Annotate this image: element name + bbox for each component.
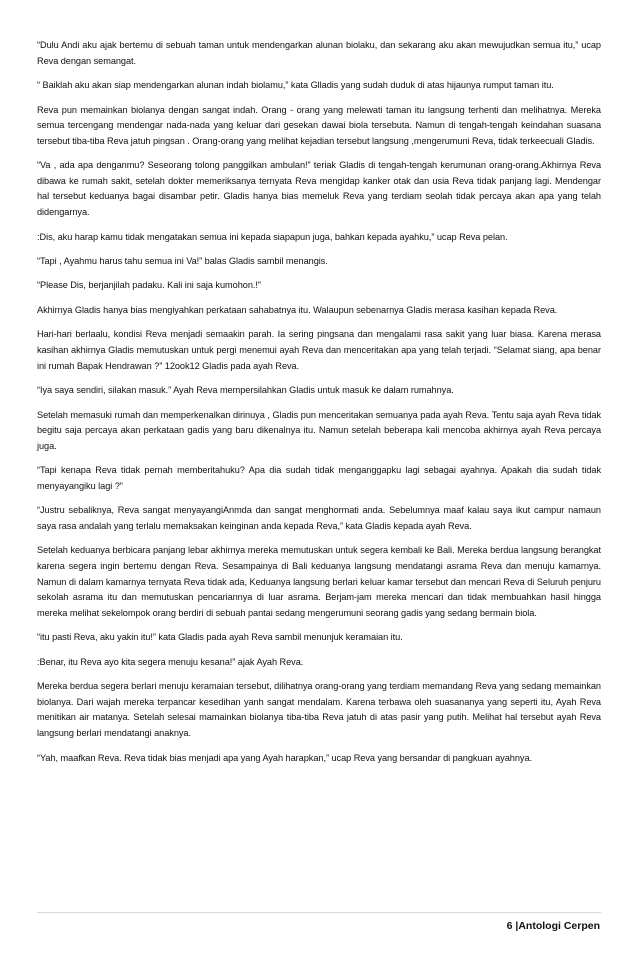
paragraph: “Iya saya sendiri, silakan masuk.” Ayah Reva mempersilahkan Gladis untuk masuk ke dalam rumahnya. [37,385,454,396]
paragraph: “ Baiklah aku akan siap mendengarkan alunan indah biolamu,” kata Glladis yang sudah duduk di atas hijaunya rumput taman itu. [37,80,554,91]
paragraph: Akhirnya Gladis hanya bias mengiyahkan perkataan sahabatnya itu. Walaupun sebenarnya Gladis merasa kasihan kepada Reva. [37,304,558,315]
paragraph: “Please Dis, berjanjilah padaku. Kali ini saja kumohon.!” [37,280,261,291]
paragraph: “Tapi kenapa Reva tidak pernah memberitahuku? Apa dia sudah tidak menganggapku lagi sebagai ayahnya. Apakah dia sudah tidak menyayangiku lagi ?” [37,465,601,491]
paragraph: “Dulu Andi aku ajak bertemu di sebuah taman untuk mendengarkan alunan biolaku, dan sekarang aku akan mewujudkan semua itu,” ucap Reva dengan semangat. [37,40,601,66]
paragraph: :Dis, aku harap kamu tidak mengatakan semua ini kepada siapapun juga, bahkan kepada ayahku,” ucap Reva pelan. [37,231,508,242]
paragraph: “Yah, maafkan Reva. Reva tidak bias menjadi apa yang Ayah harapkan,” ucap Reva yang bersandar di pangkuan ayahnya. [37,752,533,763]
footer-divider [37,912,601,913]
paragraph: Hari-hari berlaalu, kondisi Reva menjadi semaakin parah. Ia sering pingsana dan mengalami rasa sakit yang luar biasa. Karena merasa kasihan akhirnya Gladis memutuskan untuk pergi menemui ayah Reva dan menceritakan apa yang telah terjadi. “Selamat siang, apa benar ini rumah Bapak Hendrawan ?” 12ook12 Gladis pada ayah Reva. [37,329,601,371]
paragraph: “itu pasti Reva, aku yakin itu!” kata Gladis pada ayah Reva sambil menunjuk keramaian itu. [37,632,403,643]
paragraph: Reva pun memainkan biolanya dengan sangat indah. Orang - orang yang melewati taman itu langsung terhenti dan melihatnya. Mereka semua tercengang mendengar nada-nada yang keluar dari gesekan dawai biola tersebuta. Namun di tengah-tengah keindahan suasana tersebut tiba-tiba Reva jatuh pingsan . Orang-orang yang melihat kejadian tersebut langsung ,mengerumuni Reva, tidak terkeecuali Gladis. [37,104,601,146]
paragraph: “Tapi , Ayahmu harus tahu semua ini Va!” balas Gladis sambil menangis. [37,255,328,266]
story-body [37,38,601,775]
paragraph: Setelah memasuki rumah dan memperkenalkan dirinuya , Gladis pun menceritakan semuanya pada ayah Reva. Tentu saja ayah Reva tidak begitu saja percaya akan perkataan gadis yang baru dikenalnya itu. Namun setelah beberapa kali mencoba akhirnya ayah Reva percaya juga. [37,409,601,451]
page-footer: 6 |Antologi Cerpen [506,920,600,932]
paragraph: :Benar, itu Reva ayo kita segera menuju kesana!” ajak Ayah Reva. [37,656,304,667]
paragraph: Setelah keduanya berbicara panjang lebar akhirnya mereka memutuskan untuk segera kembali ke Bali. Mereka berdua langsung berangkat karena segera ingin bertemu dengan Reva. Sesampainya di Bali keduanya langsung mendatangi asrama Reva dan menuju kamarnya. Namun di dalam kamarnya ternyata Reva tidak ada, Keduanya langsung berlari keluar kamar tersebut dan mencari Reva di Seluruh penjuru sekolah asrama itu dan memutuskan pencariannya di luar asrama. Berjam-jam mereka mencari dan tidak membuahkan hasil hingga mereka melihat sekelompok orang berdiri di sebuah pantai sedang mengerumuni seorang gadis yang sedang bermain biola. [37,545,601,618]
paragraph: “Justru sebaliknya, Reva sangat menyayangiAnmda dan sangat menghormati anda. Sebelumnya maaf kalau saya ikut campur namaun saya rasa andalah yang terlalu memaksakan keinginan anda kepada Reva,” kata Gladis kepada ayah Reva. [37,505,601,531]
paragraph: “Va , ada apa denganmu? Seseorang tolong panggilkan ambulan!” teriak Gladis di tengah-tengah kerumunan orang-orang.Akhirnya Reva dibawa ke rumah sakit, setelah dokter memeriksanya ternyata Reva mengidap kanker otak dan usia Reva tidak panjang lagi. Mendengar hal tersebut keduanya bagai disambar petir. Gladis hanya bias memeluk Reva yang terdiam seolah tidak percaya akan apa yang telah didengarnya. [37,160,601,218]
paragraph: Mereka berdua segera berlari menuju keramaian tersebut, dilihatnya orang-orang yang terdiam memandang Reva yang sedang memainkan biolanya. Dari wajah mereka terpancar kesedihan yanh sangat mendalam. Karena terbawa oleh suasananya yang seperti itu, Ayah Reva menitikan air matanya. Setelah selesai mamainkan biolanya tiba-tiba Reva jatuh di atas pasir yang putih. Melihat hal tersebut ayah Reva langsung berlari mendatangi anaknya. [37,681,601,739]
